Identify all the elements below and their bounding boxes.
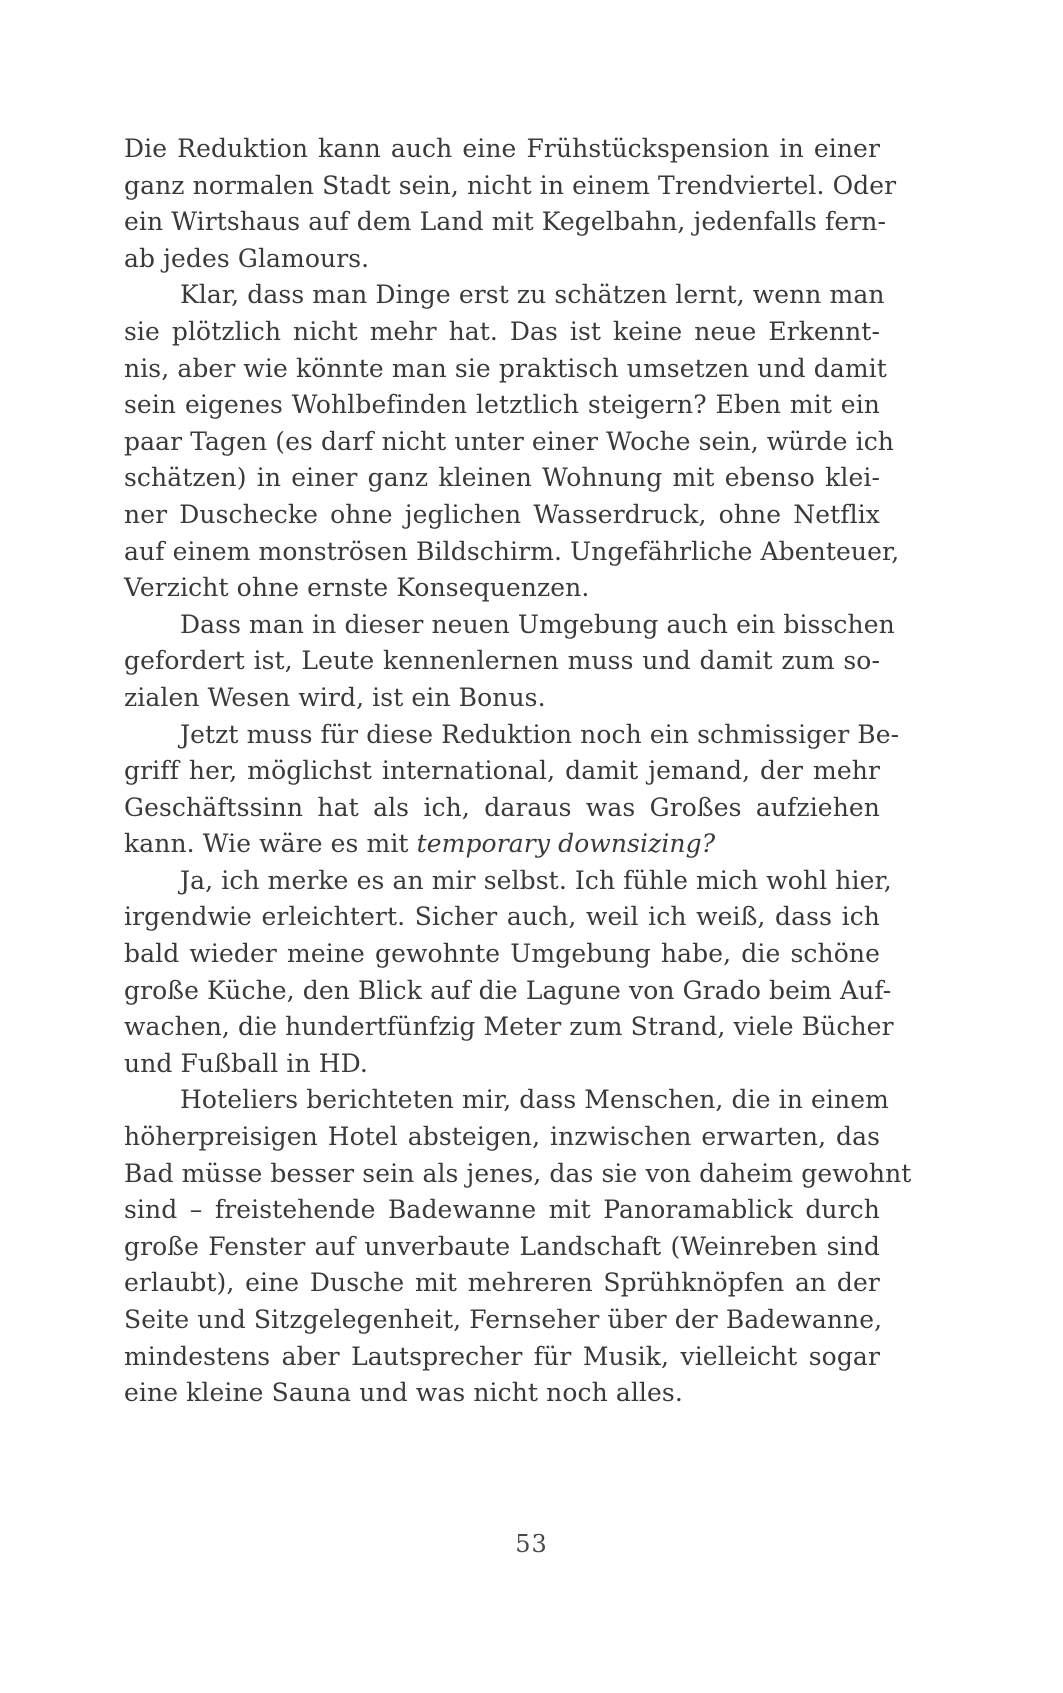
text-line: Hoteliers berichteten mir, dass Menschen, die in einem bbox=[180, 1085, 889, 1115]
text-line: eine kleine Sauna und was nicht noch alles. bbox=[124, 1378, 683, 1408]
text-line: schätzen) in einer ganz kleinen Wohnung mit ebenso klei- bbox=[124, 463, 880, 493]
text-line: gefordert ist, Leute kennenlernen muss und damit zum so- bbox=[124, 646, 880, 676]
text-line: Bad müsse besser sein als jenes, das sie von daheim gewohnt bbox=[124, 1158, 912, 1188]
text-line: paar Tagen (es darf nicht unter einer Woche sein, würde ich bbox=[124, 426, 894, 456]
text-line: und Fußball in HD. bbox=[124, 1048, 368, 1078]
text-line: höherpreisigen Hotel absteigen, inzwischen erwarten, das bbox=[124, 1122, 880, 1152]
text-line: nis, aber wie könnte man sie praktisch umsetzen und damit bbox=[124, 353, 887, 383]
text-line: sein eigenes Wohlbefinden letztlich steigern? Eben mit ein bbox=[124, 390, 880, 420]
text-line: Geschäftssinn hat als ich, daraus was Großes aufziehen bbox=[124, 792, 880, 822]
text-line: ner Duschecke ohne jeglichen Wasserdruck, ohne Netflix bbox=[124, 499, 880, 529]
text-line: Ja, ich merke es an mir selbst. Ich fühle mich wohl hier, bbox=[180, 865, 892, 895]
text-line: sind – freistehende Badewanne mit Panoramablick durch bbox=[124, 1195, 880, 1225]
text-line bbox=[124, 826, 880, 863]
text-line: bald wieder meine gewohnte Umgebung habe, die schöne bbox=[124, 939, 880, 969]
text-line: große Küche, den Blick auf die Lagune von Grado beim Auf- bbox=[124, 975, 892, 1005]
paragraph bbox=[124, 863, 894, 1083]
text-line: Verzicht ohne ernste Konsequenzen. bbox=[124, 573, 590, 603]
paragraph bbox=[124, 717, 900, 863]
paragraph bbox=[124, 131, 897, 277]
text-line: zialen Wesen wird, ist ein Bonus. bbox=[124, 682, 546, 712]
text-line: griff her, möglichst international, damit jemand, der mehr bbox=[124, 756, 880, 786]
text-line: wachen, die hundertfünfzig Meter zum Strand, viele Bücher bbox=[124, 1012, 894, 1042]
text-line: sie plötzlich nicht mehr hat. Das ist keine neue Erkennt- bbox=[124, 316, 880, 346]
text-line: Seite und Sitzgelegenheit, Fernseher über der Badewanne, bbox=[124, 1305, 883, 1334]
text-line: auf einem monströsen Bildschirm. Ungefährliche Abenteuer, bbox=[124, 536, 900, 566]
italic-phrase: temporary downsizing? bbox=[416, 829, 716, 859]
text-line: mindestens aber Lautsprecher für Musik, vielleicht sogar bbox=[124, 1341, 880, 1371]
paragraph bbox=[124, 277, 900, 606]
paragraph bbox=[124, 607, 895, 717]
text-line: ab jedes Glamours. bbox=[124, 243, 370, 273]
text-line: ein Wirtshaus auf dem Land mit Kegelbahn, jedenfalls fern- bbox=[124, 207, 887, 237]
text-line: Dass man in dieser neuen Umgebung auch ein bisschen bbox=[180, 609, 895, 639]
text-fragment: kann. Wie wäre es mit bbox=[124, 829, 417, 859]
text-line: ganz normalen Stadt sein, nicht in einem Trendviertel. Oder bbox=[124, 170, 897, 200]
body-text bbox=[124, 131, 912, 1412]
page-number: 53 bbox=[515, 1530, 548, 1558]
paragraph bbox=[124, 1082, 912, 1411]
text-line: irgendwie erleichtert. Sicher auch, weil ich weiß, dass ich bbox=[124, 902, 880, 932]
text-line: erlaubt), eine Dusche mit mehreren Sprühknöpfen an der bbox=[124, 1268, 880, 1298]
text-line: Die Reduktion kann auch eine Frühstückspension in einer bbox=[124, 134, 880, 163]
text-line: Klar, dass man Dinge erst zu schätzen lernt, wenn man bbox=[180, 280, 885, 310]
text-line: Jetzt muss für diese Reduktion noch ein schmissiger Be- bbox=[180, 719, 900, 749]
text-line: große Fenster auf unverbaute Landschaft (Weinreben sind bbox=[124, 1231, 880, 1261]
